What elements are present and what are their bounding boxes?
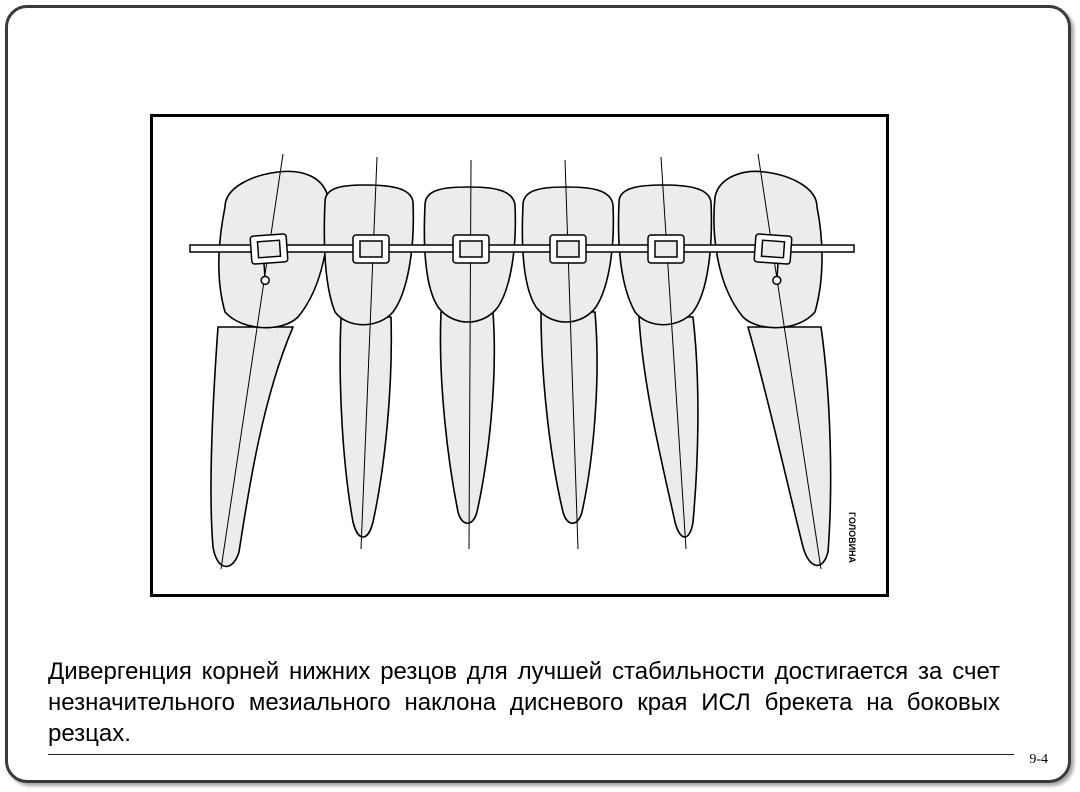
teeth-diagram — [153, 117, 886, 594]
tooth-4 — [522, 160, 613, 549]
tooth-6 — [714, 154, 831, 569]
caption: Дивергенция корней нижних резцов для лучшей стабильности достигается за счет незначительного мезиального наклона дисневого края ИСЛ брекета на боковых резцах. — [48, 658, 1000, 747]
artist-signature: ГОЛОВИНА — [847, 512, 857, 564]
tooth-3 — [424, 160, 515, 549]
tooth-1 — [211, 154, 329, 569]
footer-divider — [48, 754, 1014, 755]
page-number: 9-4 — [1029, 752, 1048, 767]
tooth-2 — [324, 157, 413, 549]
tooth-5 — [619, 157, 712, 549]
teeth-illustration — [150, 114, 889, 597]
